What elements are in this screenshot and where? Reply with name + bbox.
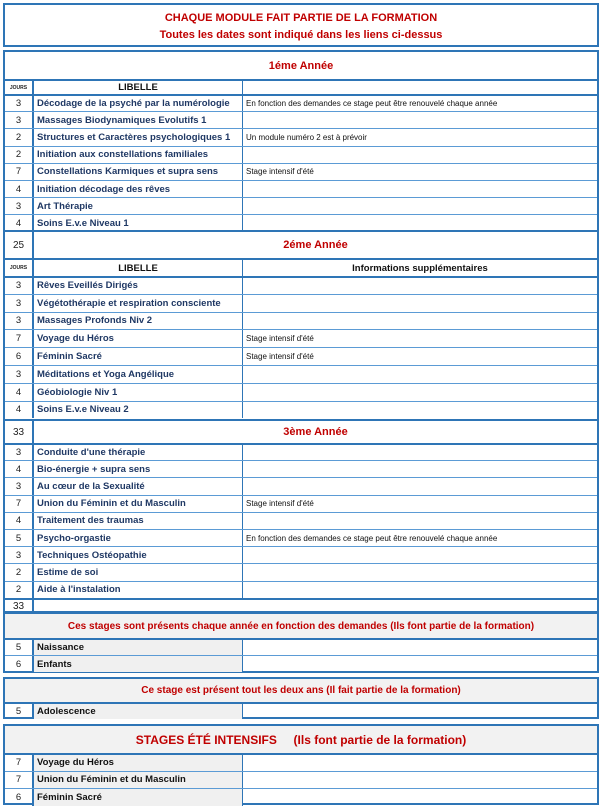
table-row	[5, 495, 597, 512]
table-row	[5, 771, 597, 789]
table-row	[5, 312, 597, 330]
libelle-cell: Structures et Caractères psychologiques 1	[34, 129, 243, 145]
jours-cell: 3	[5, 112, 34, 128]
table-row	[5, 111, 597, 128]
table-row	[5, 512, 597, 529]
info-cell	[243, 704, 597, 719]
jours-cell: 6	[5, 656, 34, 672]
column-header-jours: JOURS	[5, 81, 34, 94]
jours-cell: 2	[5, 582, 34, 598]
libelle-cell: Soins E.v.e Niveau 1	[34, 215, 243, 231]
libelle-cell: Décodage de la psyché par la numérologie	[34, 96, 243, 111]
libelle-cell: Massages Profonds Niv 2	[34, 313, 243, 330]
table-row	[5, 329, 597, 347]
jours-cell: 3	[5, 366, 34, 383]
table-row	[5, 460, 597, 477]
libelle-cell: Enfants	[34, 656, 243, 672]
libelle-cell: Massages Biodynamiques Evolutifs 1	[34, 112, 243, 128]
info-cell	[243, 582, 597, 598]
year2-title: 2éme Année	[283, 239, 348, 251]
year3-title: 3ème Année	[283, 426, 348, 438]
info-cell: Stage intensif d'été	[246, 167, 314, 177]
info-cell	[243, 755, 597, 771]
table-row	[5, 214, 597, 231]
annual-title-row	[5, 614, 597, 638]
info-cell	[243, 181, 597, 197]
info-cell	[243, 445, 597, 460]
libelle-cell: Traitement des traumas	[34, 513, 243, 529]
table-row	[5, 563, 597, 580]
libelle-cell: Initiation aux constellations familiales	[34, 147, 243, 163]
libelle-cell: Art Thérapie	[34, 198, 243, 214]
year2-total-days: 33	[5, 421, 34, 443]
summer-stages-table	[3, 724, 599, 805]
table-row	[5, 546, 597, 563]
info-cell	[243, 640, 597, 655]
column-header-info-empty	[243, 81, 597, 94]
table-row	[5, 197, 597, 214]
table-row	[5, 276, 597, 294]
table-row	[5, 163, 597, 180]
info-cell	[243, 564, 597, 580]
biennial-title-row	[5, 679, 597, 702]
jours-cell: 5	[5, 704, 34, 719]
page-title: CHAQUE MODULE FAIT PARTIE DE LA FORMATION	[164, 12, 438, 24]
table-row	[5, 702, 597, 719]
jours-cell: 2	[5, 129, 34, 145]
jours-cell: 7	[5, 164, 34, 180]
jours-cell: 5	[5, 640, 34, 655]
info-cell: Stage intensif d'été	[246, 499, 314, 509]
libelle-cell: Géobiologie Niv 1	[34, 384, 243, 401]
table-row	[5, 180, 597, 197]
jours-cell: 7	[5, 496, 34, 512]
jours-cell: 3	[5, 278, 34, 294]
column-header-libelle: LIBELLE	[34, 260, 243, 276]
info-cell	[243, 278, 597, 294]
table-row	[5, 294, 597, 312]
jours-cell: 4	[5, 461, 34, 477]
summer-title-row	[5, 726, 597, 753]
year1-title-row	[5, 52, 597, 79]
libelle-cell: Méditations et Yoga Angélique	[34, 366, 243, 383]
info-cell: Un module numéro 2 est à prévoir	[246, 132, 367, 142]
jours-cell: 2	[5, 564, 34, 580]
table-row	[5, 347, 597, 365]
libelle-cell: Constellations Karmiques et supra sens	[34, 164, 243, 180]
libelle-cell: Voyage du Héros	[34, 755, 243, 771]
table-row	[5, 638, 597, 655]
column-header-libelle: LIBELLE	[34, 81, 243, 94]
libelle-cell: Psycho-orgastie	[34, 530, 243, 546]
jours-cell: 3	[5, 445, 34, 460]
annual-title: Ces stages sont présents chaque année en fonction des demandes (Ils font partie de la formation)	[67, 620, 535, 632]
column-header-jours: JOURS	[5, 260, 34, 276]
libelle-cell: Bio-énergie + supra sens	[34, 461, 243, 477]
jours-cell: 6	[5, 348, 34, 365]
jours-cell: 3	[5, 478, 34, 494]
info-cell: Stage intensif d'été	[246, 334, 314, 344]
jours-cell: 3	[5, 547, 34, 563]
jours-cell: 7	[5, 330, 34, 347]
table-row	[5, 753, 597, 771]
biennial-stage-table	[3, 677, 599, 719]
libelle-cell: Féminin Sacré	[34, 789, 243, 806]
table-row	[5, 788, 597, 806]
table-row	[5, 443, 597, 460]
table-row	[5, 581, 597, 598]
libelle-cell: Union du Féminin et du Masculin	[34, 772, 243, 789]
info-cell	[243, 402, 597, 419]
info-cell	[243, 366, 597, 383]
libelle-cell: Féminin Sacré	[34, 348, 243, 365]
info-cell: Stage intensif d'été	[246, 352, 314, 362]
libelle-cell: Adolescence	[34, 704, 243, 719]
libelle-cell: Union du Féminin et du Masculin	[34, 496, 243, 512]
page-subtitle: Toutes les dates sont indiqué dans les liens ci-dessus	[159, 29, 443, 41]
table-row	[5, 383, 597, 401]
info-cell	[243, 547, 597, 563]
jours-cell: 4	[5, 215, 34, 231]
table-row	[5, 529, 597, 546]
libelle-cell: Soins E.v.e Niveau 2	[34, 402, 243, 419]
info-cell	[243, 112, 597, 128]
jours-cell: 4	[5, 402, 34, 419]
info-cell	[243, 478, 597, 494]
libelle-cell: Rêves Eveillés Dirigés	[34, 278, 243, 294]
jours-cell: 7	[5, 772, 34, 789]
jours-cell: 2	[5, 147, 34, 163]
biennial-title: Ce stage est présent tout les deux ans (Il fait partie de la formation)	[141, 685, 461, 696]
info-cell	[243, 384, 597, 401]
info-cell	[243, 656, 597, 672]
jours-cell: 4	[5, 181, 34, 197]
info-cell	[243, 147, 597, 163]
year2-column-header	[5, 258, 597, 276]
table-row	[5, 128, 597, 145]
table-row	[5, 477, 597, 494]
year1-column-header	[5, 79, 597, 94]
info-cell	[243, 313, 597, 330]
annual-stages-table	[3, 612, 599, 673]
years-table	[3, 50, 599, 613]
info-cell: En fonction des demandes ce stage peut être renouvelé chaque année	[246, 99, 498, 109]
info-cell	[243, 295, 597, 312]
info-cell	[243, 789, 597, 806]
libelle-cell: Voyage du Héros	[34, 330, 243, 347]
info-cell: En fonction des demandes ce stage peut être renouvelé chaque année	[246, 533, 498, 543]
year3-total-days: 33	[5, 600, 34, 613]
year1-title: 1éme Année	[268, 59, 334, 72]
info-cell	[243, 198, 597, 214]
summer-title: STAGES ÉTÉ INTENSIFS (Ils font partie de la formation)	[135, 732, 467, 747]
jours-cell: 6	[5, 789, 34, 806]
libelle-cell: Aide à l'instalation	[34, 582, 243, 598]
libelle-cell: Conduite d'une thérapie	[34, 445, 243, 460]
info-cell	[243, 772, 597, 789]
libelle-cell: Initiation décodage des rêves	[34, 181, 243, 197]
year1-total-days: 25	[5, 232, 34, 258]
jours-cell: 5	[5, 530, 34, 546]
jours-cell: 4	[5, 513, 34, 529]
table-row	[5, 146, 597, 163]
table-row	[5, 401, 597, 419]
libelle-cell: Végétothérapie et respiration consciente	[34, 295, 243, 312]
libelle-cell: Naissance	[34, 640, 243, 655]
libelle-cell: Au cœur de la Sexualité	[34, 478, 243, 494]
year3-total-row	[5, 598, 597, 613]
info-cell	[243, 513, 597, 529]
jours-cell: 3	[5, 295, 34, 312]
libelle-cell: Estime de soi	[34, 564, 243, 580]
table-row	[5, 655, 597, 672]
table-row	[5, 94, 597, 111]
jours-cell: 3	[5, 96, 34, 111]
title-box	[3, 3, 599, 47]
jours-cell: 3	[5, 198, 34, 214]
year2-title-row	[5, 230, 597, 258]
year3-title-row	[5, 419, 597, 443]
jours-cell: 3	[5, 313, 34, 330]
info-cell	[243, 461, 597, 477]
jours-cell: 7	[5, 755, 34, 771]
table-row	[5, 365, 597, 383]
column-header-info: Informations supplémentaires	[352, 262, 488, 274]
jours-cell: 4	[5, 384, 34, 401]
libelle-cell: Techniques Ostéopathie	[34, 547, 243, 563]
